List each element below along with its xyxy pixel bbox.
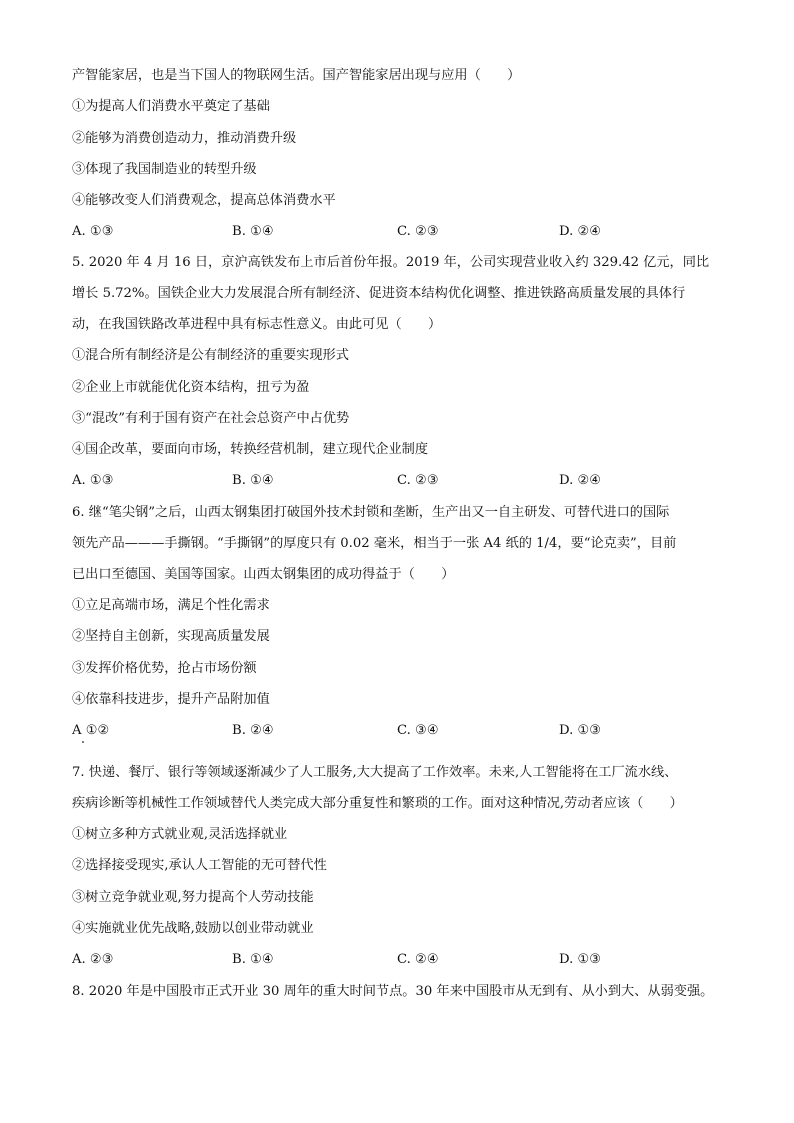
q5-stem-line-1: 5. 2020 年 4 月 16 日，京沪高铁发布上市后首份年报。2019 年，公司实现营业收入约 329.42 亿元，同比: [72, 255, 710, 270]
q5-item-4: ④国企改革，要面向市场，转换经营机制，建立现代企业制度: [72, 442, 429, 457]
q4-stem-line: 产智能家居，也是当下国人的物联网生活。国产智能家居出现与应用（ ）: [72, 68, 521, 83]
q7-item-1: ①树立多种方式就业观,灵活选择就业: [72, 827, 288, 842]
q6-stem-line-3: 已出口至德国、美国等国家。山西太钢集团的成功得益于（ ）: [72, 567, 455, 582]
q4-item-1: ①为提高人们消费水平奠定了基础: [72, 99, 270, 114]
q7-item-3: ③树立竞争就业观,努力提高个人劳动技能: [72, 890, 314, 905]
q5-option-b: B. ①④: [232, 473, 274, 488]
q5-item-3: ③“混改”有利于国有资产在社会总资产中占优势: [72, 411, 350, 426]
q4-option-c: C. ②③: [397, 224, 439, 239]
q5-item-2: ②企业上市就能优化资本结构，扭亏为盈: [72, 380, 310, 395]
q6-option-a: A ①②: [72, 723, 110, 738]
q5-option-a: A. ①③: [72, 473, 114, 488]
q7-stem-line-2: 疾病诊断等机械性工作领域替代人类完成大部分重复性和繁琐的工作。面对这种情况,劳动者应该（ ）: [72, 796, 683, 811]
q4-item-4: ④能够改变人们消费观念，提高总体消费水平: [72, 193, 336, 208]
q6-options: [72, 722, 742, 740]
q6-option-d: D. ①③: [559, 723, 602, 738]
q7-item-2: ②选择接受现实,承认人工智能的无可替代性: [72, 858, 327, 873]
q5-stem-line-3: 动，在我国铁路改革进程中具有标志性意义。由此可见（ ）: [72, 317, 442, 332]
q4-options: [72, 223, 742, 241]
q6-option-c: C. ③④: [397, 723, 439, 738]
q6-option-b: B. ②④: [232, 723, 274, 738]
stray-mark: [82, 741, 84, 743]
q6-item-1: ①立足高端市场，满足个性化需求: [72, 598, 270, 613]
q5-option-c: C. ②③: [397, 473, 439, 488]
q4-option-a: A. ①③: [72, 224, 114, 239]
q7-options: [72, 951, 742, 969]
q7-option-c: C. ②④: [397, 952, 439, 967]
q5-option-d: D. ②④: [559, 473, 602, 488]
q4-option-d: D. ②④: [559, 224, 602, 239]
q6-item-4: ④依靠科技进步，提升产品附加值: [72, 692, 270, 707]
q5-stem-line-2: 增长 5.72%。国铁企业大力发展混合所有制经济、促进资本结构优化调整、推进铁路高质量发展的具体行: [72, 286, 686, 301]
q4-option-b: B. ①④: [232, 224, 274, 239]
q7-stem-line-1: 7. 快递、餐厅、银行等领域逐渐减少了人工服务,大大提高了工作效率。未来,人工智能将在工厂流水线、: [72, 765, 678, 780]
q6-item-2: ②坚持自主创新，实现高质量发展: [72, 629, 270, 644]
q6-stem-line-2: 领先产品———手撕钢。“手撕钢”的厚度只有 0.02 毫米，相当于一张 A4 纸的 1/4，要“论克卖”，目前: [72, 536, 677, 551]
q4-item-3: ③体现了我国制造业的转型升级: [72, 162, 257, 177]
q7-option-b: B. ①④: [232, 952, 274, 967]
q4-item-2: ②能够为消费创造动力，推动消费升级: [72, 131, 297, 146]
q7-item-4: ④实施就业优先战略,鼓励以创业带动就业: [72, 921, 314, 936]
q6-stem-line-1: 6. 继“笔尖钢”之后，山西太钢集团打破国外技术封锁和垄断，生产出又一自主研发、可替代进口的国际: [72, 505, 670, 520]
q5-options: [72, 472, 742, 490]
q7-option-d: D. ①③: [559, 952, 602, 967]
q5-item-1: ①混合所有制经济是公有制经济的重要实现形式: [72, 348, 349, 363]
q8-stem-line-1: 8. 2020 年是中国股市正式开业 30 周年的重大时间节点。30 年来中国股市从无到有、从小到大、从弱变强。: [72, 984, 714, 999]
q6-item-3: ③发挥价格优势，抢占市场份额: [72, 661, 257, 676]
q7-option-a: A. ②③: [72, 952, 114, 967]
